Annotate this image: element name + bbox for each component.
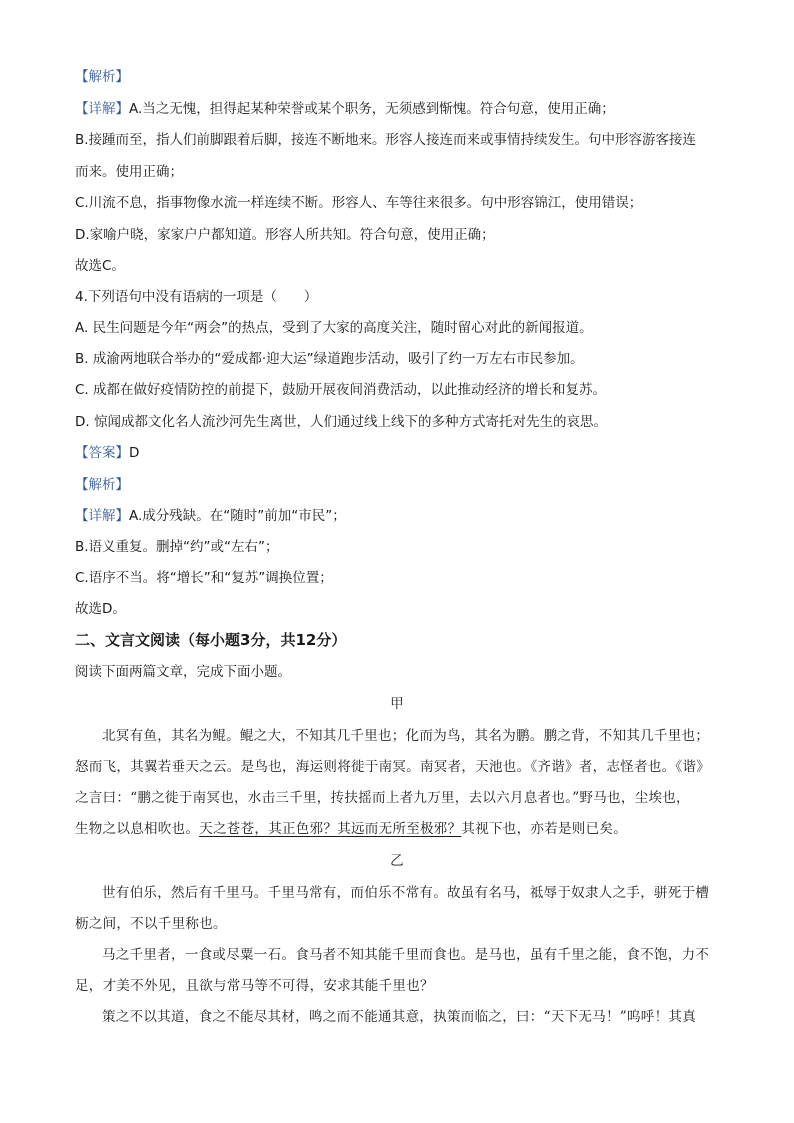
passage-jia-line-4	[75, 820, 627, 838]
analysis-line-d: D.家喻户晓，家家户户都知道。形容人所共知。符合句意，使用正确；	[75, 227, 495, 243]
passage-yi-line-5: 策之不以其道，食之不能尽其材，鸣之而不能通其意，执策而临之，曰：“天下无马！”呜呼！其真	[102, 1009, 697, 1025]
question-4-option-d: D. 惊闻成都文化名人流沙河先生离世，人们通过线上线下的多种方式寄托对先生的哀思。	[75, 414, 607, 430]
analysis-line-b2: 而来。使用正确；	[75, 164, 183, 180]
answer-tag: 【答案】	[75, 445, 129, 461]
analysis-conclusion: 故选C。	[75, 258, 125, 274]
answer-line	[75, 444, 139, 462]
passage-yi-line-1: 世有伯乐，然后有千里马。千里马常有，而伯乐不常有。故虽有名马，祗辱于奴隶人之手，骈死于槽	[102, 885, 710, 901]
question-4-option-a: A. 民生问题是今年“两会”的热点，受到了大家的高度关注，随时留心对此的新闻报道。	[75, 320, 593, 336]
q4-analysis-line-a	[75, 507, 346, 525]
passage-jia-line-2: 怒而飞，其翼若垂天之云。是鸟也，海运则将徙于南冥。南冥者，天池也。《齐谐》者，志怪者也。《谐》	[75, 759, 711, 775]
detail-tag: 【详解】	[75, 508, 129, 524]
passage-yi-line-4: 足，才美不外见，且欲与常马等不可得，安求其能千里也？	[75, 978, 434, 994]
passage-jia-line-3: 之言曰：“鹏之徙于南冥也，水击三千里，抟扶摇而上者九万里，去以六月息者也。”野马也，尘埃也，	[75, 790, 690, 806]
question-4-stem: 4.下列语句中没有语病的一项是（ ）	[75, 289, 318, 305]
section-heading: 二、文言文阅读（每小题3分，共12分）	[75, 631, 347, 649]
q4-analysis-text-a: A.成分残缺。在“随时”前加“市民”；	[129, 508, 346, 524]
underlined-sentence: 天之苍苍，其正色邪？其远而无所至极邪？	[199, 821, 462, 837]
analysis-line-b1: B.接踵而至，指人们前脚跟着后脚，接连不断地来。形容人接连而来或事情持续发生。句中形容游客接连	[75, 132, 697, 148]
q4-analysis-conclusion: 故选D。	[75, 601, 126, 617]
analysis-line-c: C.川流不息，指事物像水流一样连续不断。形容人、车等往来很多。句中形容锦江，使用错误；	[75, 195, 643, 211]
passage-jia-title: 甲	[390, 696, 404, 712]
q4-analysis-line-c: C.语序不当。将“增长”和“复苏”调换位置；	[75, 570, 333, 586]
q4-analysis-line-b: B.语义重复。删掉“约”或“左右”；	[75, 539, 279, 555]
question-4-option-b: B. 成渝两地联合举办的“爱成都·迎大运”绿道跑步活动，吸引了约一万左右市民参加。	[75, 351, 584, 367]
analysis-text-a: A.当之无愧，担得起某种荣誉或某个职务，无须感到惭愧。符合句意，使用正确；	[129, 101, 615, 117]
analysis-line-a	[75, 100, 615, 118]
passage-yi-title: 乙	[390, 853, 404, 869]
question-4-option-c: C. 成都在做好疫情防控的前提下，鼓励开展夜间消费活动，以此推动经济的增长和复苏。	[75, 382, 607, 398]
analysis-tag: 【解析】	[75, 69, 129, 85]
passage-jia-text: 生物之以息相吹也。	[75, 821, 200, 837]
passage-yi-line-2: 枥之间，不以千里称也。	[75, 916, 227, 932]
answer-value: D	[129, 445, 140, 461]
detail-tag: 【详解】	[75, 101, 129, 117]
passage-jia-line-1: 北冥有鱼，其名为鲲。鲲之大，不知其几千里也；化而为鸟，其名为鹏。鹏之背，不知其几千里也；	[102, 728, 710, 744]
passage-yi-line-3: 马之千里者，一食或尽粟一石。食马者不知其能千里而食也。是马也，虽有千里之能，食不饱，力不	[102, 947, 710, 963]
analysis-tag: 【解析】	[75, 477, 129, 493]
section-instruction: 阅读下面两篇文章，完成下面小题。	[75, 664, 291, 680]
passage-jia-text-end: 其视下也，亦若是则已矣。	[461, 821, 628, 837]
